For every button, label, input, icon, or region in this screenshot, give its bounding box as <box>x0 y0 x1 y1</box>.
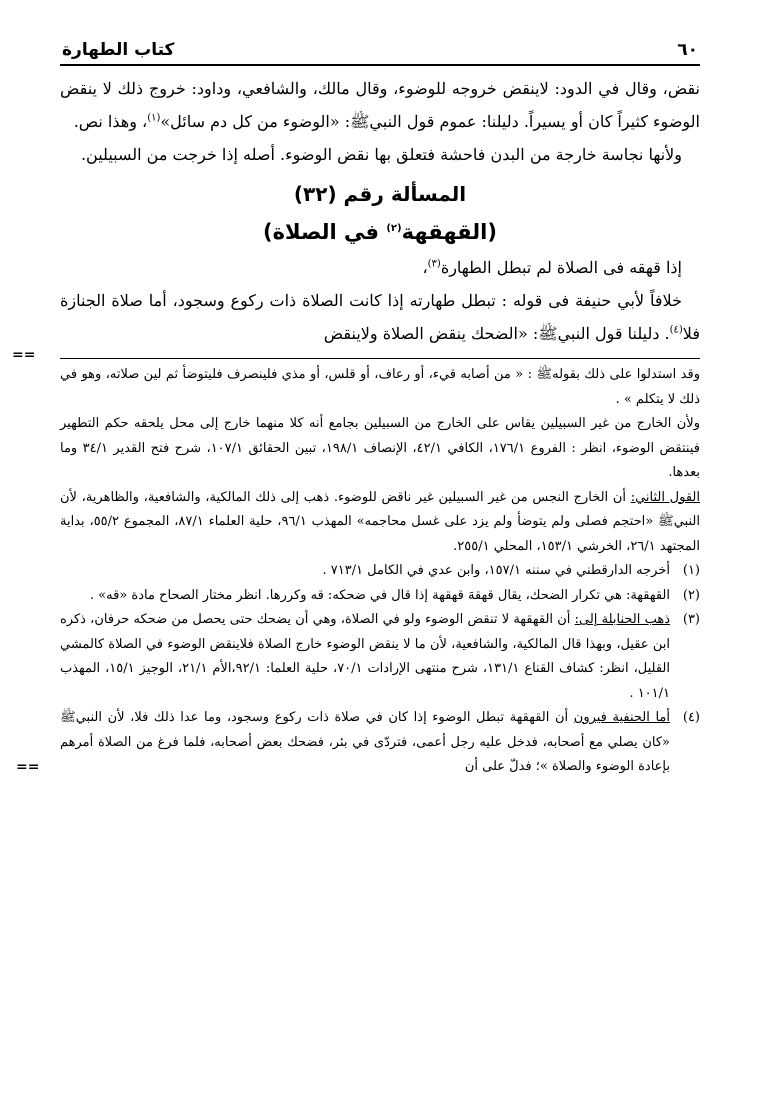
page-header <box>60 38 700 64</box>
paragraph-2: ولأنها نجاسة خارجة من البدن فاحشة فتعلق بها نقض الوضوء. أصله إذا خرجت من السبيلين. <box>80 145 682 164</box>
footnote-ref-3: (٣) <box>427 258 441 270</box>
footnotes <box>16 363 701 780</box>
footnote-ref-1: (١) <box>147 112 161 124</box>
footnote-item: (٤) أما الحنفية فيرون أن القهقهة تبطل الوضوء إذا كان في صلاة ذات ركوع وسجود، وما عدا ذلك فلا، لأن النبيﷺ «كان يصلي مع أصحابه، فدخل عليه رجل أعمى، فتردّى في بئر، فضحك بعض أصحابه، فلما فرغ من الصلاة أمرهم بإعادة الوضوء والصلاة »؛ فدلّ على أن == <box>60 706 700 780</box>
footnote-continuation-1: ولأن الخارج من غير السبيلين يقاس على الخارج من السبيلين بجامع أنه كلا منهما خارج إلى محل يلحقه حكم التطهير فينتقض الوضوء، انظر : الفروع ١٧٦/١، الكافي ٤٢/١، الإنصاف ١٩٨/١، تبين الحقائق ١٠٧/١، شرح فتح القدير ٣٤/١ وما بعدها. <box>60 416 700 480</box>
footnote-separator <box>12 347 700 363</box>
paragraph-4: خلافاً لأبي حنيفة فى قوله : تبطل طهارته إذا كانت الصلاة ذات ركوع وسجود، أما صلاة الجنازة فلا$^{(٤)}$. دليلنا قول النبيﷺ: «الضحك ينقض الصلاة ولاينقض <box>60 291 700 343</box>
continuation-mark: == <box>12 347 36 363</box>
page-number: ٦٠ <box>677 40 698 60</box>
footnote-ref-2: (٢) <box>386 223 402 234</box>
footnote-continuation-intro: وقد استدلوا على ذلك بقولهﷺ : « من أصابه قيء، أو رعاف، أو قلس، أو مذي فلينصرف فليتوضأ ثم لين صلاته، وهو في ذلك لا يتكلم » . <box>60 367 700 407</box>
continuation-end-mark: == <box>16 759 40 775</box>
issue-heading: المسألة رقم (٣٢) <box>293 182 467 206</box>
footnote-ref-4: (٤) <box>669 324 683 336</box>
book-page <box>12 38 701 780</box>
footnote-number: (١) <box>682 563 700 578</box>
footnote-item: (٣) ذهب الحنابلة إلى: أن القهقهة لا تنقض الوضوء ولو في الصلاة، وهي أن يضحك حتى يحصل من ضحكه حرفان، ذكره ابن عقيل، وبهذا قال المالكية، والشافعية، لأن ما لا ينقض الوضوء خارج الصلاة فلاينقض الوضوء في الصلاة كالمشي القليل، انظر: كشاف القناع ١٣١/١، شرح منتهى الإرادات ٧٠/١، حلية العلما: ٩٢/١،الأم ٢١/١، الوجيز ١٥/١، المهذب ١٠١/١ . <box>60 608 700 706</box>
issue-subheading: (القهقهة$^{(٢)}$ في الصلاة) <box>263 220 497 244</box>
footnote-item: (١) أخرجه الدارقطني في سننه ١٥٧/١، وابن عدي في الكامل ٧١٣/١ . <box>60 559 700 584</box>
paragraph-1: نقض، وقال في الدود: لاينقض خروجه للوضوء، وقال مالك، والشافعي، وداود: خروج ذلك لا ينقض الوضوء كثيراً كان أو يسيراً. دليلنا: عموم قول النبيﷺ: «الوضوء من كل دم سائل»$^{(١)}$، وهذا نص. <box>60 79 700 131</box>
footnote-continuation-2: القول الثاني: أن الخارج النجس من غير السبيلين غير ناقض للوضوء. ذهب إلى ذلك المالكية، والشافعية، والظاهرية، لأن النبيﷺ «احتجم فصلى ولم يتوضأ ولم يزد على غسل محاجمه» المهذب ٩٦/١، حلية العلماء ٨٧/١، المجموع ٥٥/٢، بداية المجتهد ٢٦/١، الخرشي ١٥٣/١، المحلي ٢٥٥/١. <box>60 489 701 554</box>
main-text <box>60 72 700 350</box>
footnote-number: (٤) <box>682 710 700 725</box>
header-rule <box>60 64 700 66</box>
footnote-item: (٢) القهقهة: هي تكرار الضحك، يقال قهقهَ قهقهة إذا قال في ضحكه: قه وكررها. انظر مختار الصحاح مادة «قه» . <box>60 584 700 609</box>
footnote-number: (٣) <box>682 612 700 627</box>
footnote-number: (٢) <box>682 587 700 603</box>
paragraph-3: إذا قهقه فى الصلاة لم تبطل الطهارة$^{(٣)}$، <box>422 258 682 277</box>
book-title: كتاب الطهارة <box>62 40 175 60</box>
